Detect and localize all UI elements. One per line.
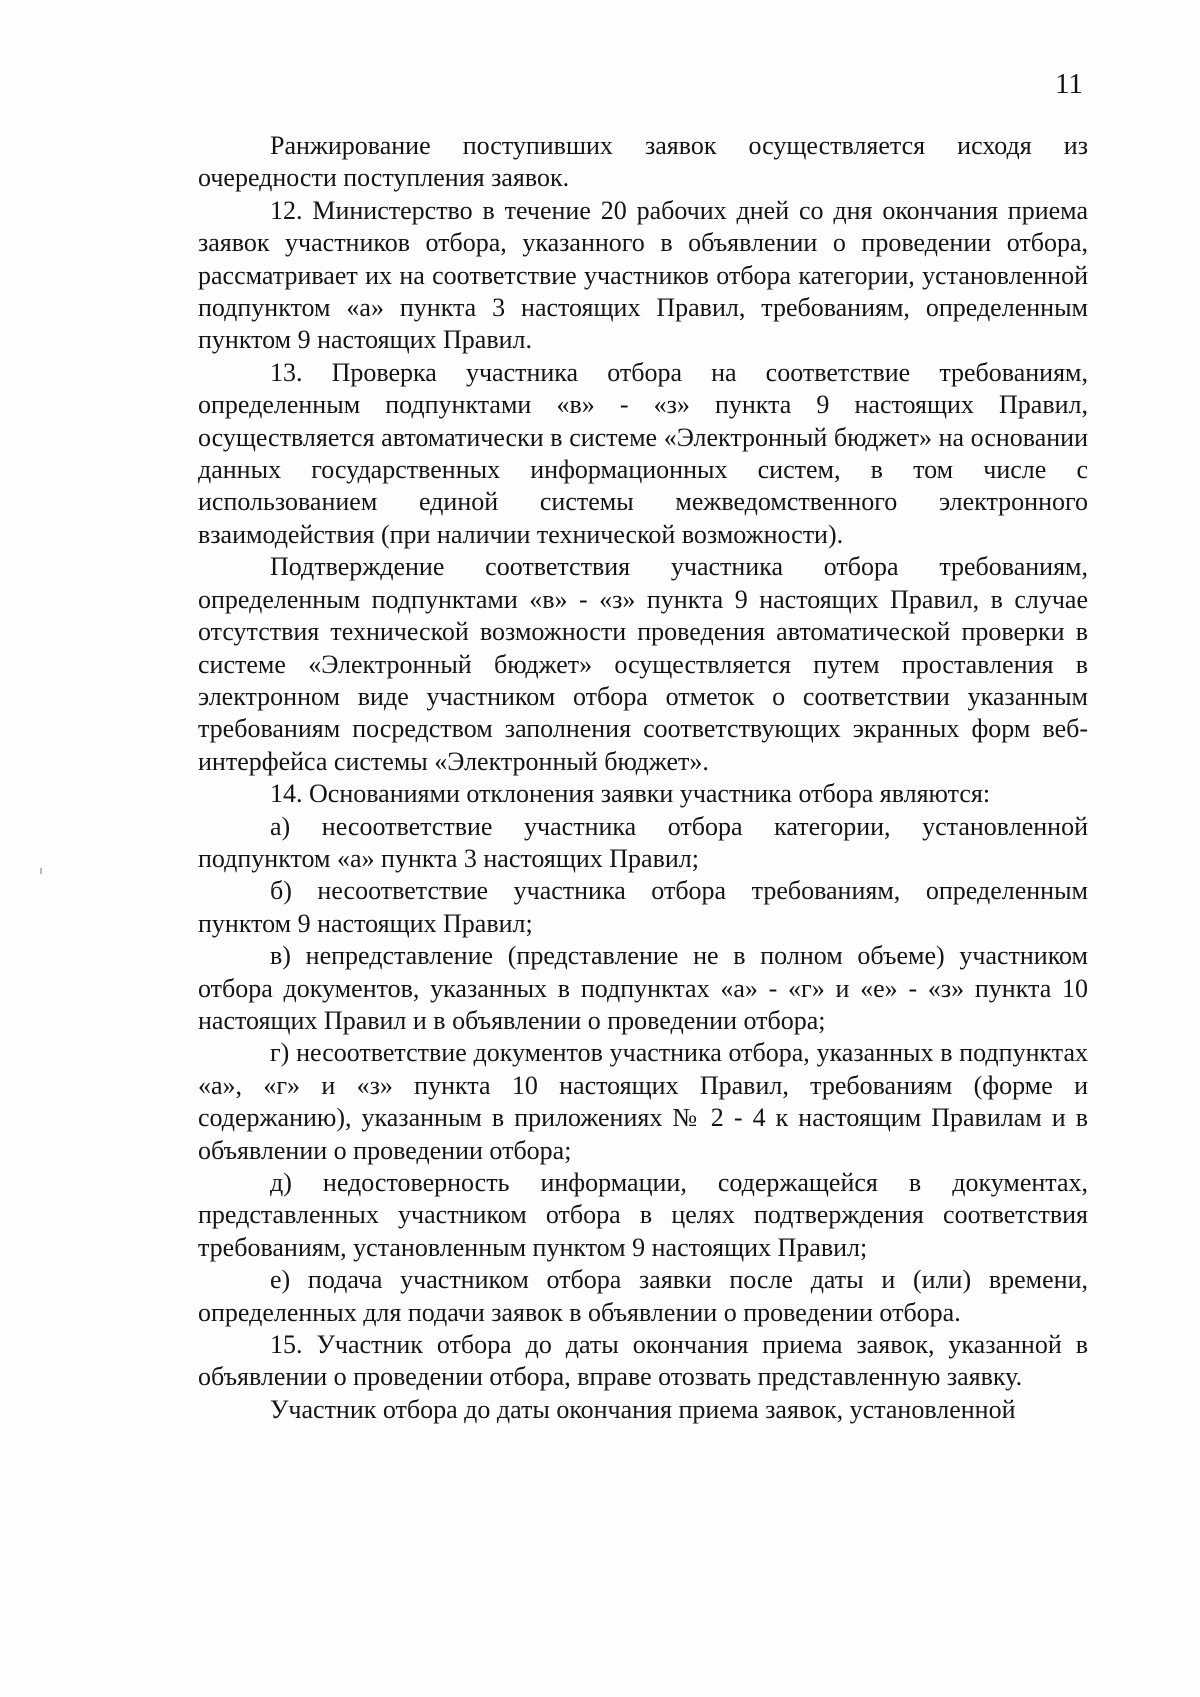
- list-item-g: г) несоответствие документов участника отбора, указанных в подпунктах «а», «г» и «з» пункта 10 настоящих Правил, требованиям (форме и содержанию), указанным в приложениях № 2 - 4 к настоящим Правилам и в объявлении о проведении отбора;: [198, 1038, 1088, 1165]
- paragraph-14-rejection-grounds: 14. Основаниями отклонения заявки участника отбора являются:: [270, 779, 991, 809]
- list-item-v: в) непредставление (представление не в полном объеме) участником отбора документов, указанных в подпунктах «а» - «г» и «е» - «з» пункта 10 настоящих Правил и в объявлении о проведении отбора;: [198, 941, 1088, 1035]
- paragraph-confirmation: Подтверждение соответствия участника отбора требованиям, определенным подпунктами «в» - «з» пункта 9 настоящих Правил, в случае отсутствия технической возможности проведения автоматической проверки в системе «Электронный бюджет» осуществляется путем проставления в электронном виде участником отбора отметок о соответствии указанным требованиям посредством заполнения соответствующих экранных форм веб-интерфейса системы «Электронный бюджет».: [198, 552, 1088, 776]
- list-item-a: а) несоответствие участника отбора категории, установленной подпунктом «а» пункта 3 настоящих Правил;: [198, 811, 1088, 873]
- list-item-e: е) подача участником отбора заявки после даты и (или) времени, определенных для подачи заявок в объявлении о проведении отбора.: [198, 1265, 1088, 1327]
- page-number: 11: [1055, 68, 1083, 100]
- scan-margin-mark: [40, 868, 42, 874]
- paragraph-ranking: Ранжирование поступивших заявок осуществляется исходя из очередности поступления заявок.: [198, 131, 1088, 193]
- document-body: [198, 130, 1088, 1426]
- paragraph-continuation: Участник отбора до даты окончания приема заявок, установленной: [270, 1394, 1016, 1424]
- paragraph-12-review: 12. Министерство в течение 20 рабочих дней со дня окончания приема заявок участников отбора, указанного в объявлении о проведении отбора, рассматривает их на соответствие участников отбора категории, установленной подпунктом «а» пункта 3 настоящих Правил, требованиям, определенным пунктом 9 настоящих Правил.: [198, 195, 1088, 355]
- list-item-b: б) несоответствие участника отбора требованиям, определенным пунктом 9 настоящих Правил;: [198, 876, 1088, 938]
- list-item-d: д) недостоверность информации, содержащейся в документах, представленных участником отбора в целях подтверждения соответствия требованиям, установленным пунктом 9 настоящих Правил;: [198, 1168, 1088, 1262]
- paragraph-13-check: 13. Проверка участника отбора на соответствие требованиям, определенным подпунктами «в» - «з» пункта 9 настоящих Правил, осуществляется автоматически в системе «Электронный бюджет» на основании данных государственных информационных систем, в том числе с использованием единой системы межведомственного электронного взаимодействия (при наличии технической возможности).: [198, 357, 1088, 549]
- paragraph-15-withdrawal: 15. Участник отбора до даты окончания приема заявок, указанной в объявлении о проведении отбора, вправе отозвать представленную заявку.: [198, 1330, 1088, 1392]
